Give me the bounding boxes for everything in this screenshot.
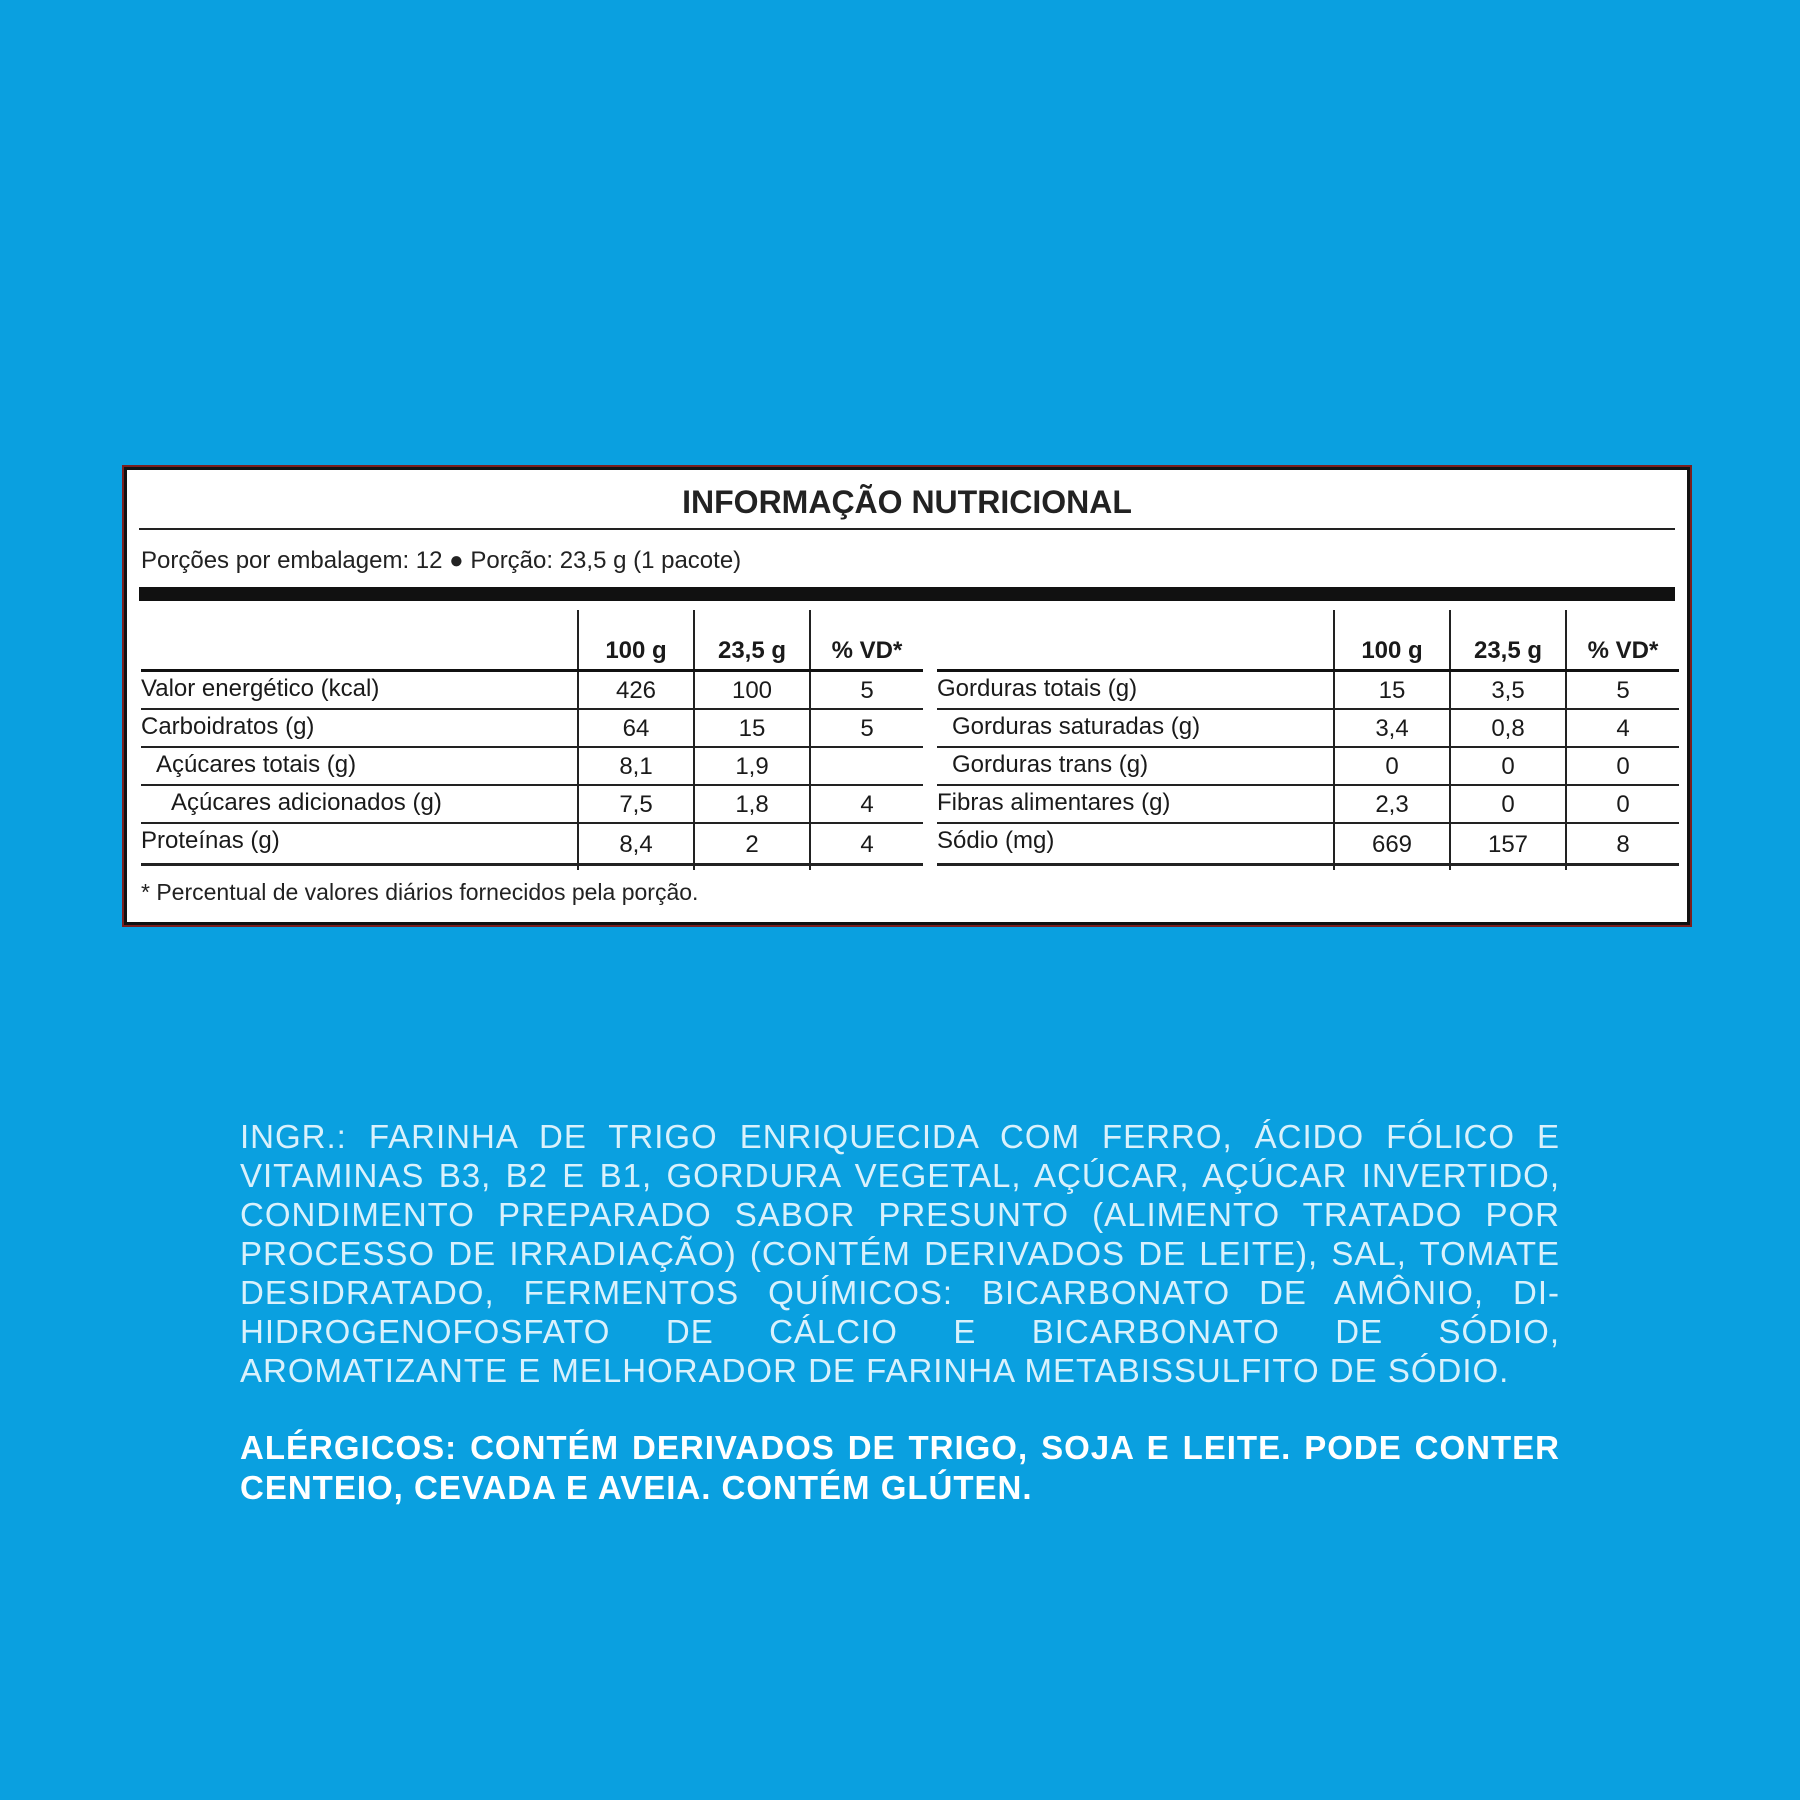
allergens-text: ALÉRGICOS: CONTÉM DERIVADOS DE TRIGO, SOJA E LEITE. PODE CONTER CENTEIO, CEVADA E AVEIA. CONTÉM GLÚTEN. bbox=[240, 1429, 1560, 1506]
value-portion: 100 bbox=[731, 677, 773, 704]
nutrient-name: Gorduras trans (g) bbox=[952, 751, 1149, 778]
value-vd: 4 bbox=[860, 831, 874, 858]
value-100g: 2,3 bbox=[1375, 791, 1409, 818]
nutrient-name: Fibras alimentares (g) bbox=[937, 789, 1171, 816]
value-vd: 0 bbox=[1616, 791, 1630, 818]
table-row bbox=[937, 710, 1679, 748]
header-100g: 100 g bbox=[1361, 637, 1423, 664]
value-portion: 0,8 bbox=[1491, 715, 1525, 742]
table-row bbox=[141, 824, 923, 866]
table-header bbox=[937, 610, 1679, 672]
value-100g: 3,4 bbox=[1375, 715, 1409, 742]
title-divider bbox=[139, 528, 1675, 530]
value-vd: 5 bbox=[860, 677, 874, 704]
value-100g: 0 bbox=[1385, 753, 1399, 780]
nutrient-name: Valor energético (kcal) bbox=[141, 675, 380, 702]
ingredients-text: INGR.: FARINHA DE TRIGO ENRIQUECIDA COM FERRO, ÁCIDO FÓLICO E VITAMINAS B3, B2 E B1, GORDURA VEGETAL, AÇÚCAR, AÇÚCAR INVERTIDO, CONDIMENTO PREPARADO SABOR PRESUNTO (ALIMENTO TRATADO POR PROCESSO DE IRRADIAÇÃO) (CONTÉM DERIVADOS DE LEITE), SAL, TOMATE DESIDRATADO, FERMENTOS QUÍMICOS: BICARBONATO DE AMÔNIO, DI-HIDROGENOFOSFATO DE CÁLCIO E BICARBONATO DE SÓDIO, AROMATIZANTE E MELHORADOR DE FARINHA METABISSULFITO DE SÓDIO. bbox=[240, 1118, 1560, 1389]
table-row bbox=[937, 748, 1679, 786]
value-100g: 7,5 bbox=[619, 791, 653, 818]
value-portion: 157 bbox=[1487, 831, 1529, 858]
table-header bbox=[141, 610, 923, 672]
header-portion: 23,5 g bbox=[717, 637, 787, 664]
table-row bbox=[141, 710, 923, 748]
value-vd: 5 bbox=[860, 715, 874, 742]
footnote: * Percentual de valores diários fornecidos pela porção. bbox=[141, 879, 699, 905]
value-portion: 0 bbox=[1501, 753, 1515, 780]
value-100g: 8,1 bbox=[619, 753, 653, 780]
value-portion: 1,9 bbox=[735, 753, 769, 780]
table-row bbox=[141, 672, 923, 710]
value-vd: 0 bbox=[1616, 753, 1630, 780]
header-100g: 100 g bbox=[605, 637, 667, 664]
table-row bbox=[937, 824, 1679, 866]
value-portion: 2 bbox=[745, 831, 759, 858]
header-vd: % VD* bbox=[1587, 637, 1659, 664]
value-vd: 8 bbox=[1616, 831, 1630, 858]
value-portion: 1,8 bbox=[735, 791, 769, 818]
nutrient-name: Açúcares totais (g) bbox=[156, 751, 357, 778]
nutrient-name: Gorduras totais (g) bbox=[937, 675, 1138, 702]
nutrient-name: Açúcares adicionados (g) bbox=[171, 789, 442, 816]
table-row bbox=[937, 786, 1679, 824]
value-100g: 669 bbox=[1371, 831, 1413, 858]
header-portion: 23,5 g bbox=[1473, 637, 1543, 664]
nutrient-name: Proteínas (g) bbox=[141, 827, 280, 854]
nutrition-title: INFORMAÇÃO NUTRICIONAL bbox=[682, 484, 1132, 520]
value-vd: 4 bbox=[1616, 715, 1630, 742]
table-row bbox=[141, 748, 923, 786]
value-portion: 0 bbox=[1501, 791, 1515, 818]
value-vd: 4 bbox=[860, 791, 874, 818]
value-vd: 5 bbox=[1616, 677, 1630, 704]
table-row bbox=[937, 672, 1679, 710]
serving-info: Porções por embalagem: 12 ● Porção: 23,5 g (1 pacote) bbox=[141, 547, 742, 574]
value-100g: 64 bbox=[622, 715, 650, 742]
nutrition-label bbox=[124, 467, 1690, 925]
nutrient-name: Carboidratos (g) bbox=[141, 713, 315, 740]
value-portion: 15 bbox=[738, 715, 766, 742]
serving-divider bbox=[139, 587, 1675, 601]
value-100g: 426 bbox=[615, 677, 657, 704]
value-portion: 3,5 bbox=[1491, 677, 1525, 704]
nutrient-name: Sódio (mg) bbox=[937, 827, 1055, 854]
table-row bbox=[141, 786, 923, 824]
value-100g: 8,4 bbox=[619, 831, 653, 858]
header-vd: % VD* bbox=[831, 637, 903, 664]
nutrient-name: Gorduras saturadas (g) bbox=[952, 713, 1201, 740]
value-100g: 15 bbox=[1378, 677, 1406, 704]
